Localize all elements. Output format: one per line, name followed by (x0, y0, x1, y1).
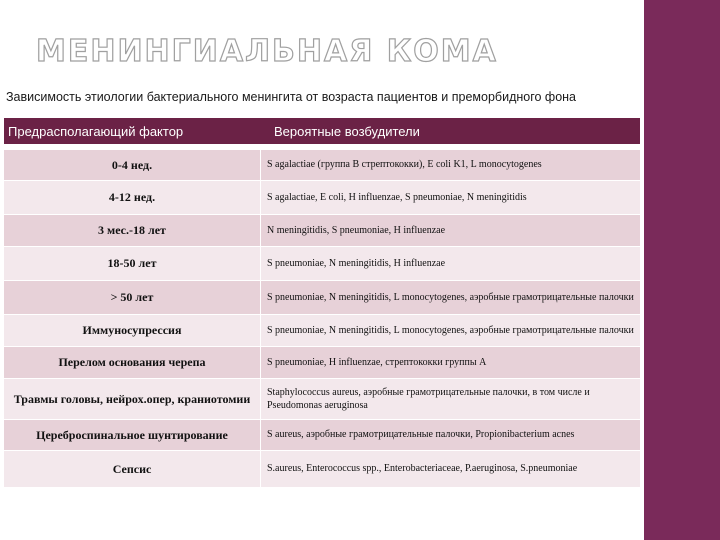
factor-cell: Травмы головы, нейрох.опер, краниотомии (4, 379, 260, 419)
factor-cell: 18-50 лет (4, 247, 260, 280)
factor-cell: 3 мес.-18 лет (4, 215, 260, 246)
table-row (4, 379, 640, 420)
pathogens-cell: S aureus, аэробные грамотрицательные палочки, Propionibacterium acnes (260, 420, 640, 450)
pathogens-cell: S pneumoniae, N meningitidis, L monocytogenes, аэробные грамотрицательные палочки (260, 315, 640, 346)
pathogens-cell: S.aureus, Enterococcus spp., Enterobacteriaceae, P.aeruginosa, S.pneumoniae (260, 451, 640, 487)
accent-bar (644, 0, 720, 540)
factor-cell: 0-4 нед. (4, 150, 260, 180)
table-header (4, 118, 640, 144)
table-row (4, 215, 640, 247)
pathogens-cell: N meningitidis, S pneumoniae, H influenzae (260, 215, 640, 246)
slide-subtitle: Зависимость этиологии бактериального менингита от возраста пациентов и преморбидного фона (6, 90, 577, 104)
table-row (4, 347, 640, 379)
factor-cell: Иммуносупрессия (4, 315, 260, 346)
table-row (4, 181, 640, 215)
table-row (4, 150, 640, 181)
etiology-table (4, 118, 640, 488)
table-row (4, 420, 640, 451)
pathogens-cell: S pneumoniae, H influenzae, стрептококки группы A (260, 347, 640, 378)
pathogens-cell: S pneumoniae, N meningitidis, L monocytogenes, аэробные грамотрицательные палочки (260, 281, 640, 314)
factor-cell: Сепсис (4, 451, 260, 487)
pathogens-cell: S agalactiae (группа B стрептококки), E coli K1, L monocytogenes (260, 150, 640, 180)
table-row (4, 315, 640, 347)
slide-title: МЕНИНГИАЛЬНАЯ КОМА (36, 34, 498, 69)
table-row (4, 281, 640, 315)
factor-cell: Цереброспинальное шунтирование (4, 420, 260, 450)
pathogens-cell: S agalactiae, E coli, H influenzae, S pneumoniae, N meningitidis (260, 181, 640, 214)
factor-cell: 4-12 нед. (4, 181, 260, 214)
header-factor: Предрасполагающий фактор (8, 123, 184, 139)
table-row (4, 451, 640, 488)
table-row (4, 247, 640, 281)
pathogens-cell: S pneumoniae, N meningitidis, H influenzae (260, 247, 640, 280)
pathogens-cell: Staphylococcus aureus, аэробные грамотрицательные палочки, в том числе и Pseudomonas aeruginosa (260, 379, 640, 419)
factor-cell: Перелом основания черепа (4, 347, 260, 378)
header-pathogens: Вероятные возбудители (274, 123, 420, 139)
factor-cell: > 50 лет (4, 281, 260, 314)
